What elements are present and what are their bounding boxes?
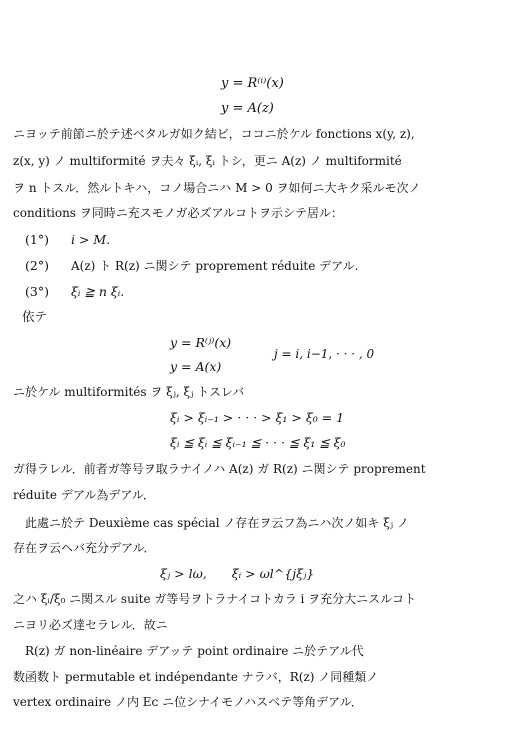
condition-1-label: (1°) xyxy=(25,232,49,247)
inequality-1: ξᵢ > ξᵢ₋₁ > · · · > ξ₁ > ξ₀ = 1 xyxy=(170,410,345,425)
text-line-4: conditions ヲ同時ニ充スモノガ必ズアルコトヲ示シテ居ル： xyxy=(13,206,344,220)
equation-mid-1: y = R⁽ʲ⁾(x) xyxy=(170,335,232,350)
equation-mid-2: y = A(x) xyxy=(170,359,222,374)
condition-2-text: A(z) ト R(z) ニ関シテ proprement réduite デアル. xyxy=(71,259,359,273)
text-line-5: ガ得ラレル．前者ガ等号ヲ取ラナイノハ A(z) ガ R(z) ニ関シテ proprement xyxy=(13,462,426,476)
condition-3-text: ξᵢ ≧ n ξᵢ. xyxy=(71,284,125,299)
equation-top-2: y = A(z) xyxy=(221,101,274,116)
condition-3-label: (3°) xyxy=(25,284,49,299)
text-line-7: 此處ニ於テ Deuxième cas spécial ノ存在ヲ云フ為ニハ次ノ如キ ξⱼ ノ xyxy=(13,516,409,530)
text-line-multiformites: ニ於ケル multiformités ヲ ξⱼ, ξⱼ トスレバ xyxy=(13,385,245,399)
condition-1-text: i > M. xyxy=(71,232,111,247)
equation-mid-range: j = i, i−1, · · · , 0 xyxy=(274,347,375,361)
condition-2-label: (2°) xyxy=(25,258,49,273)
text-line-1: ニヨッテ前節ニ於テ述ベタルガ如ク結ビ，ココニ於ケル fonctions x(y, z), xyxy=(13,127,415,141)
text-line-9: 之ハ ξᵢ/ξ₀ ニ関スル suite ガ等号ヲトラナイコトカラ i ヲ充分大ニスルコト xyxy=(13,592,417,606)
text-line-8: 存在ヲ云ヘバ充分デアル． xyxy=(13,541,156,555)
text-line-12: 数函数ト permutable et indépendante ナラバ，R(z) ノ同種類ノ xyxy=(13,670,379,684)
equation-top-1: y = R⁽ⁱ⁾(x) xyxy=(221,76,284,91)
text-yotte: 依テ xyxy=(22,309,48,324)
text-line-11: R(z) ガ non-linéaire デアッテ point ordinaire ニ於テアル代 xyxy=(13,644,364,658)
inequality-2: ξᵢ ≦ ξᵢ ≦ ξᵢ₋₁ ≦ · · · ≦ ξ₁ ≦ ξ₀ xyxy=(170,435,346,450)
equation-condition: ξⱼ > lω, ξᵢ > ωl^{jξⱼ} xyxy=(160,566,315,581)
text-line-10: ニヨリ必ズ達セラレル．故ニ xyxy=(13,618,168,632)
text-line-2: z(x, y) ノ multiformité ヲ夫々 ξᵢ, ξᵢ トシ，更ニ A(z) ノ multiformité xyxy=(13,154,402,168)
text-line-13: vertex ordinaire ノ内 Eᴄ ニ位シナイモノハスベテ等角デアル． xyxy=(13,695,363,709)
text-line-6: réduite デアル為デアル． xyxy=(13,488,155,502)
text-line-3: ヲ n トスル．然ルトキハ，コノ場合ニハ M > 0 ヲ如何ニ大キク采ルモ次ノ xyxy=(13,181,421,195)
